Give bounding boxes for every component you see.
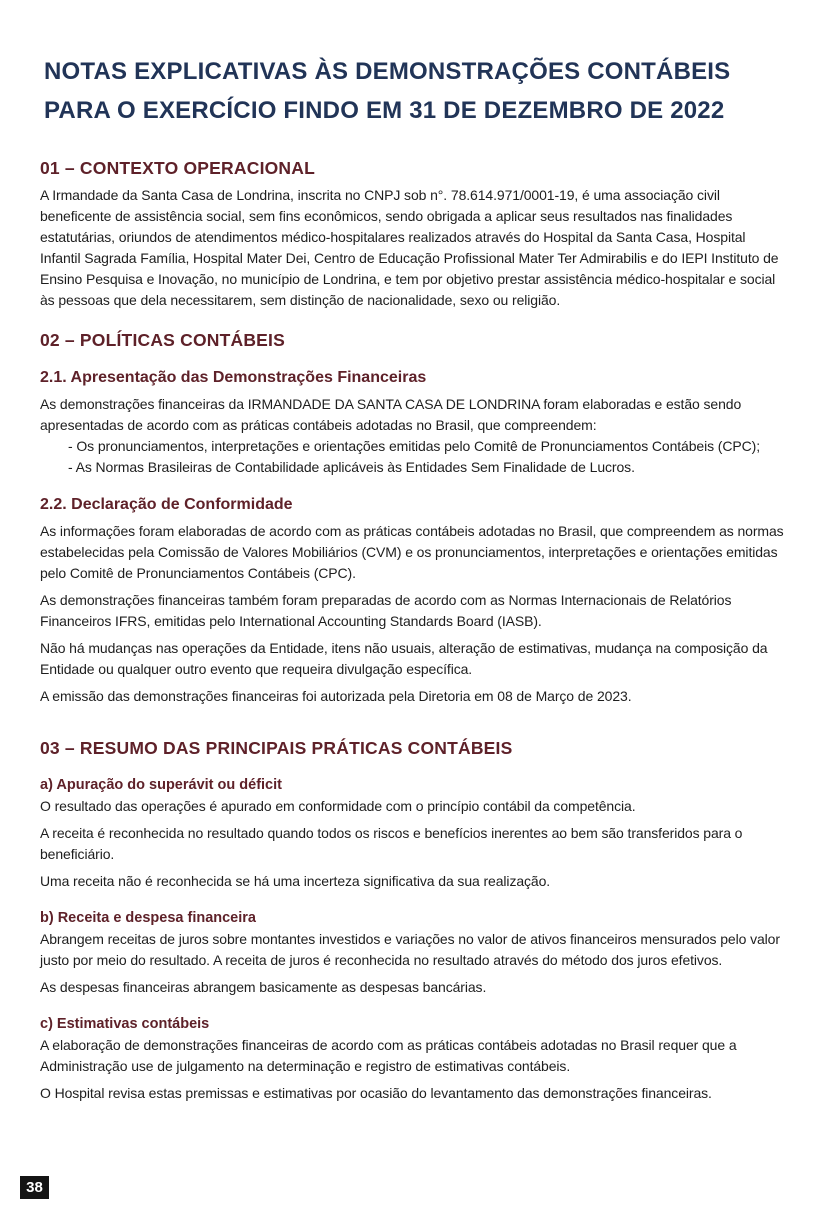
paragraph-conformidade-2: As demonstrações financeiras também foram preparadas de acordo com as Normas Internacionais de Relatórios Financeiros IFRS, emitidas pelo International Accounting Standards Board (IASB). bbox=[40, 592, 732, 629]
section-heading-03-resumo-praticas: 03 – RESUMO DAS PRINCIPAIS PRÁTICAS CONTÁBEIS bbox=[40, 738, 513, 758]
bullet-list bbox=[40, 436, 786, 478]
bullet-item-normas-brasileiras: - As Normas Brasileiras de Contabilidade aplicáveis às Entidades Sem Finalidade de Lucros. bbox=[68, 459, 635, 475]
paragraph-contexto-operacional: A Irmandade da Santa Casa de Londrina, inscrita no CNPJ sob n°. 78.614.971/0001-19, é uma associação civil beneficente de assistência social, sem fins econômicos, sendo obrigada a aplicar seus resultados nas finalidades estatutárias, oriundos de atendimentos médico-hospitalares realizados através do Hospital da Santa Casa, Hospital Infantil Sagrada Família, Hospital Mater Dei, Centro de Educação Profissional Mater Ter Admirabilis e do IEPI Instituto de Ensino Pesquisa e Inovação, no município de Londrina, e tem por objetivo prestar assistência médico-hospitalar e social às pessoas que dela necessitarem, sem distinção de nacionalidade, sexo ou religião. bbox=[40, 187, 779, 308]
paragraph-conformidade-3: Não há mudanças nas operações da Entidade, itens não usuais, alteração de estimativas, mudança na composição da Entidade ou qualquer outro evento que requeira divulgação específica. bbox=[40, 640, 768, 677]
paragraph-apuracao-2: A receita é reconhecida no resultado quando todos os riscos e benefícios inerentes ao bem são transferidos para o beneficiário. bbox=[40, 825, 743, 862]
page-title bbox=[44, 52, 786, 130]
page-number: 38 bbox=[20, 1176, 49, 1199]
paragraph-receita-despesa-1: Abrangem receitas de juros sobre montantes investidos e variações no valor de ativos financeiros mensurados pelo valor justo por meio do resultado. A receita de juros é reconhecida no resultado através do método dos juros efetivos. bbox=[40, 931, 780, 968]
item-heading-b-receita-despesa: b) Receita e despesa financeira bbox=[40, 910, 256, 926]
item-heading-c-estimativas: c) Estimativas contábeis bbox=[40, 1016, 210, 1032]
paragraph-apuracao-3: Uma receita não é reconhecida se há uma incerteza significativa da sua realização. bbox=[40, 873, 551, 889]
paragraph-conformidade-4: A emissão das demonstrações financeiras foi autorizada pela Diretoria em 08 de Março de 2023. bbox=[40, 688, 632, 704]
subsection-heading-2-1-apresentacao: 2.1. Apresentação das Demonstrações Financeiras bbox=[40, 369, 427, 386]
section-heading-02-politicas-contabeis: 02 – POLÍTICAS CONTÁBEIS bbox=[40, 330, 285, 350]
bullet-item-cpc: - Os pronunciamentos, interpretações e orientações emitidas pelo Comitê de Pronunciamentos Contábeis (CPC); bbox=[68, 438, 760, 454]
paragraph-receita-despesa-2: As despesas financeiras abrangem basicamente as despesas bancárias. bbox=[40, 979, 487, 995]
section-heading-01-contexto-operacional: 01 – CONTEXTO OPERACIONAL bbox=[40, 158, 316, 178]
item-heading-a-apuracao-superavit: a) Apuração do superávit ou déficit bbox=[40, 777, 282, 793]
paragraph-apresentacao: As demonstrações financeiras da IRMANDADE DA SANTA CASA DE LONDRINA foram elaboradas e estão sendo apresentadas de acordo com as práticas contábeis adotadas no Brasil, que compreendem: bbox=[40, 396, 742, 433]
paragraph-estimativas-2: O Hospital revisa estas premissas e estimativas por ocasião do levantamento das demonstrações financeiras. bbox=[40, 1085, 712, 1101]
paragraph-apuracao-1: O resultado das operações é apurado em conformidade com o princípio contábil da competência. bbox=[40, 798, 636, 814]
paragraph-conformidade-1: As informações foram elaboradas de acordo com as práticas contábeis adotadas no Brasil, que compreendem as normas estabelecidas pela Comissão de Valores Mobiliários (CVM) e os pronunciamentos, interpretações e orientações emitidas pelo Comitê de Pronunciamentos Contábeis (CPC). bbox=[40, 523, 784, 581]
paragraph-estimativas-1: A elaboração de demonstrações financeiras de acordo com as práticas contábeis adotadas no Brasil requer que a Administração use de julgamento na determinação e registro de estimativas contábeis. bbox=[40, 1037, 737, 1074]
page-title-line2: PARA O EXERCÍCIO FINDO EM 31 DE DEZEMBRO DE 2022 bbox=[44, 97, 725, 124]
page-title-line1: NOTAS EXPLICATIVAS ÀS DEMONSTRAÇÕES CONTÁBEIS bbox=[44, 58, 731, 85]
subsection-heading-2-2-declaracao-conformidade: 2.2. Declaração de Conformidade bbox=[40, 496, 293, 513]
document-page bbox=[0, 52, 826, 1104]
